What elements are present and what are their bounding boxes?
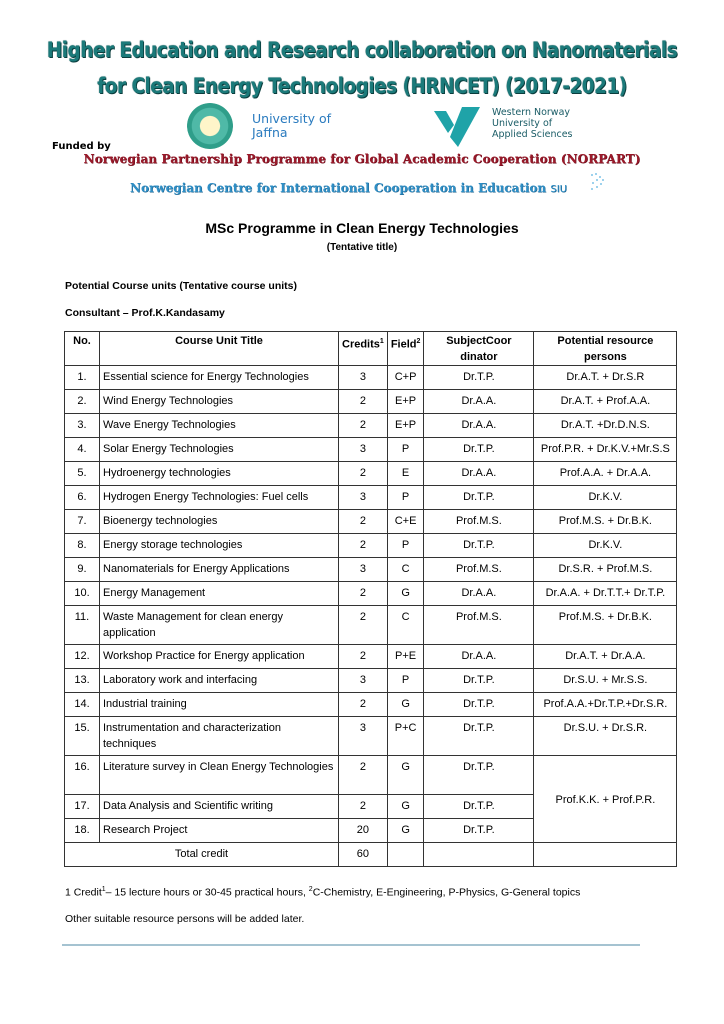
field-cell: P+C — [387, 717, 424, 756]
coordinator-cell: Dr.T.P. — [424, 534, 534, 558]
table-row — [65, 366, 677, 390]
coordinator-cell: Dr.A.A. — [424, 414, 534, 438]
header-coordinator: SubjectCoor dinator — [424, 332, 534, 366]
table-row — [65, 582, 677, 606]
uoj-line-2: Jaffna — [252, 125, 288, 140]
table-row — [65, 462, 677, 486]
course-title-cell: Waste Management for clean energy application — [100, 606, 339, 645]
credits-cell: 3 — [339, 558, 388, 582]
university-of-jaffna-label — [252, 112, 331, 140]
university-of-jaffna-logo-icon — [187, 103, 233, 149]
project-title-line-2: for Clean Energy Technologies (HRNCET) (2017-2021) — [97, 74, 627, 98]
row-number-cell: 1. — [65, 366, 100, 390]
funded-by-label: Funded by — [52, 141, 111, 152]
course-title-cell: Nanomaterials for Energy Applications — [100, 558, 339, 582]
siu-dots-icon — [588, 172, 608, 192]
field-cell: C+E — [387, 510, 424, 534]
siu-title — [130, 181, 567, 195]
table-row — [65, 645, 677, 669]
field-cell: G — [387, 756, 424, 795]
coordinator-cell: Dr.T.P. — [424, 795, 534, 819]
resource-persons-cell: Dr.S.U. + Dr.S.R. — [534, 717, 677, 756]
uoj-line-1: University of — [252, 111, 332, 126]
coordinator-cell: Dr.A.A. — [424, 462, 534, 486]
coordinator-cell: Dr.T.P. — [424, 819, 534, 843]
table-row — [65, 438, 677, 462]
footer-divider — [62, 944, 640, 946]
coordinator-cell: Dr.T.P. — [424, 693, 534, 717]
field-cell: P — [387, 438, 424, 462]
course-title-cell: Energy Management — [100, 582, 339, 606]
row-number-cell: 12. — [65, 645, 100, 669]
document-title: MSc Programme in Clean Energy Technologies — [205, 220, 519, 236]
credits-cell: 3 — [339, 366, 388, 390]
table-row — [65, 558, 677, 582]
row-number-cell: 7. — [65, 510, 100, 534]
table-row — [65, 390, 677, 414]
resource-persons-cell: Dr.A.T. + Dr.S.R — [534, 366, 677, 390]
resource-persons-cell: Prof.P.R. + Dr.K.V.+Mr.S.S — [534, 438, 677, 462]
course-title-cell: Industrial training — [100, 693, 339, 717]
credits-cell: 2 — [339, 390, 388, 414]
credits-cell: 2 — [339, 795, 388, 819]
credits-cell: 2 — [339, 693, 388, 717]
course-title-cell: Essential science for Energy Technologies — [100, 366, 339, 390]
course-title-cell: Solar Energy Technologies — [100, 438, 339, 462]
course-title-cell: Hydrogen Energy Technologies: Fuel cells — [100, 486, 339, 510]
coordinator-cell: Dr.A.A. — [424, 390, 534, 414]
credits-cell: 2 — [339, 756, 388, 795]
row-number-cell: 18. — [65, 819, 100, 843]
project-title-line-1: Higher Education and Research collaboration on Nanomaterials — [46, 38, 678, 62]
resource-persons-cell: Dr.S.R. + Prof.M.S. — [534, 558, 677, 582]
hvl-line-1: Western Norway — [492, 107, 571, 118]
resource-persons-cell: Dr.A.A. + Dr.T.T.+ Dr.T.P. — [534, 582, 677, 606]
credits-cell: 3 — [339, 486, 388, 510]
field-cell: E+P — [387, 414, 424, 438]
row-number-cell: 2. — [65, 390, 100, 414]
course-title-cell: Bioenergy technologies — [100, 510, 339, 534]
field-cell: P — [387, 486, 424, 510]
credits-cell: 20 — [339, 819, 388, 843]
coordinator-cell: Dr.T.P. — [424, 756, 534, 795]
row-number-cell: 9. — [65, 558, 100, 582]
siu-name: Norwegian Centre for International Cooperation in Education — [130, 181, 547, 195]
header-field: Field$^2$ — [387, 332, 424, 366]
field-cell: G — [387, 795, 424, 819]
empty-cell — [424, 843, 534, 867]
row-number-cell: 17. — [65, 795, 100, 819]
field-cell: P+E — [387, 645, 424, 669]
row-number-cell: 3. — [65, 414, 100, 438]
row-number-cell: 10. — [65, 582, 100, 606]
norpart-title: Norwegian Partnership Programme for Global Academic Cooperation (NORPART) — [83, 152, 641, 166]
table-row — [65, 669, 677, 693]
row-number-cell: 13. — [65, 669, 100, 693]
row-number-cell: 6. — [65, 486, 100, 510]
credits-cell: 2 — [339, 606, 388, 645]
total-row — [65, 843, 677, 867]
coordinator-cell: Dr.A.A. — [424, 582, 534, 606]
course-title-cell: Literature survey in Clean Energy Technologies — [100, 756, 339, 795]
field-cell: G — [387, 819, 424, 843]
header-resource-persons: Potential resource persons — [534, 332, 677, 366]
course-title-cell: Wind Energy Technologies — [100, 390, 339, 414]
row-number-cell: 8. — [65, 534, 100, 558]
course-title-cell: Workshop Practice for Energy application — [100, 645, 339, 669]
row-number-cell: 14. — [65, 693, 100, 717]
resource-persons-cell: Prof.M.S. + Dr.B.K. — [534, 510, 677, 534]
credits-cell: 3 — [339, 669, 388, 693]
table-row — [65, 606, 677, 645]
row-number-cell: 11. — [65, 606, 100, 645]
field-cell: C+P — [387, 366, 424, 390]
hvl-line-2: University of — [492, 118, 553, 129]
hvl-logo-icon — [432, 107, 492, 147]
course-title-cell: Data Analysis and Scientific writing — [100, 795, 339, 819]
course-title-cell: Energy storage technologies — [100, 534, 339, 558]
credits-cell: 2 — [339, 510, 388, 534]
coordinator-cell: Dr.T.P. — [424, 669, 534, 693]
resource-persons-cell: Dr.A.T. + Dr.A.A. — [534, 645, 677, 669]
table-header-row — [65, 332, 677, 366]
consultant-line: Consultant – Prof.K.Kandasamy — [65, 307, 225, 319]
course-title-cell: Research Project — [100, 819, 339, 843]
course-units-table — [64, 331, 677, 867]
resource-persons-cell: Prof.M.S. + Dr.B.K. — [534, 606, 677, 645]
credits-cell: 2 — [339, 582, 388, 606]
course-title-cell: Wave Energy Technologies — [100, 414, 339, 438]
field-cell: P — [387, 669, 424, 693]
header-title: Course Unit Title — [100, 332, 339, 366]
field-cell: C — [387, 558, 424, 582]
document-subtitle: (Tentative title) — [326, 242, 398, 253]
field-cell: P — [387, 534, 424, 558]
row-number-cell: 5. — [65, 462, 100, 486]
section-heading: Potential Course units (Tentative course units) — [65, 280, 298, 292]
table-row — [65, 510, 677, 534]
hvl-line-3: Applied Sciences — [492, 129, 573, 140]
field-cell: G — [387, 693, 424, 717]
coordinator-cell: Prof.M.S. — [424, 606, 534, 645]
resource-persons-cell: Dr.K.V. — [534, 486, 677, 510]
field-cell: G — [387, 582, 424, 606]
resource-persons-cell: Dr.A.T. + Prof.A.A. — [534, 390, 677, 414]
total-label: Total credit — [65, 843, 339, 867]
coordinator-cell: Dr.T.P. — [424, 486, 534, 510]
resource-persons-cell: Dr.A.T. +Dr.D.N.S. — [534, 414, 677, 438]
table-row — [65, 414, 677, 438]
siu-abbr: SIU — [550, 184, 567, 195]
coordinator-cell: Prof.M.S. — [424, 510, 534, 534]
row-number-cell: 15. — [65, 717, 100, 756]
header-no: No. — [65, 332, 100, 366]
credits-cell: 2 — [339, 534, 388, 558]
header-credits: Credits$^1$ — [339, 332, 388, 366]
coordinator-cell: Dr.T.P. — [424, 366, 534, 390]
row-number-cell: 16. — [65, 756, 100, 795]
table-row — [65, 693, 677, 717]
course-title-cell: Laboratory work and interfacing — [100, 669, 339, 693]
coordinator-cell: Dr.T.P. — [424, 717, 534, 756]
table-row — [65, 534, 677, 558]
resource-persons-cell: Prof.A.A.+Dr.T.P.+Dr.S.R. — [534, 693, 677, 717]
credits-cell: 2 — [339, 462, 388, 486]
credit-footnote: 1 Credit$^1$– 15 lecture hours or 30-45 practical hours, $^2$C-Chemistry, E-Engineering, P-Physics, G-General topics — [65, 886, 581, 899]
credits-cell: 2 — [339, 414, 388, 438]
coordinator-cell: Dr.A.A. — [424, 645, 534, 669]
resource-note: Other suitable resource persons will be added later. — [65, 913, 305, 925]
credits-cell: 3 — [339, 717, 388, 756]
empty-cell — [387, 843, 424, 867]
credits-cell: 2 — [339, 645, 388, 669]
hvl-label — [492, 107, 573, 140]
course-title-cell: Instrumentation and characterization techniques — [100, 717, 339, 756]
row-number-cell: 4. — [65, 438, 100, 462]
field-cell: C — [387, 606, 424, 645]
empty-cell — [534, 843, 677, 867]
resource-persons-cell: Prof.A.A. + Dr.A.A. — [534, 462, 677, 486]
course-title-cell: Hydroenergy technologies — [100, 462, 339, 486]
table-row — [65, 717, 677, 756]
coordinator-cell: Dr.T.P. — [424, 438, 534, 462]
credits-cell: 3 — [339, 438, 388, 462]
table-row — [65, 756, 677, 795]
resource-persons-cell: Dr.K.V. — [534, 534, 677, 558]
resource-persons-cell: Dr.S.U. + Mr.S.S. — [534, 669, 677, 693]
table-row — [65, 486, 677, 510]
coordinator-cell: Prof.M.S. — [424, 558, 534, 582]
field-cell: E+P — [387, 390, 424, 414]
field-cell: E — [387, 462, 424, 486]
merged-resource-persons-cell: Prof.K.K. + Prof.P.R. — [534, 756, 677, 843]
total-value: 60 — [339, 843, 388, 867]
